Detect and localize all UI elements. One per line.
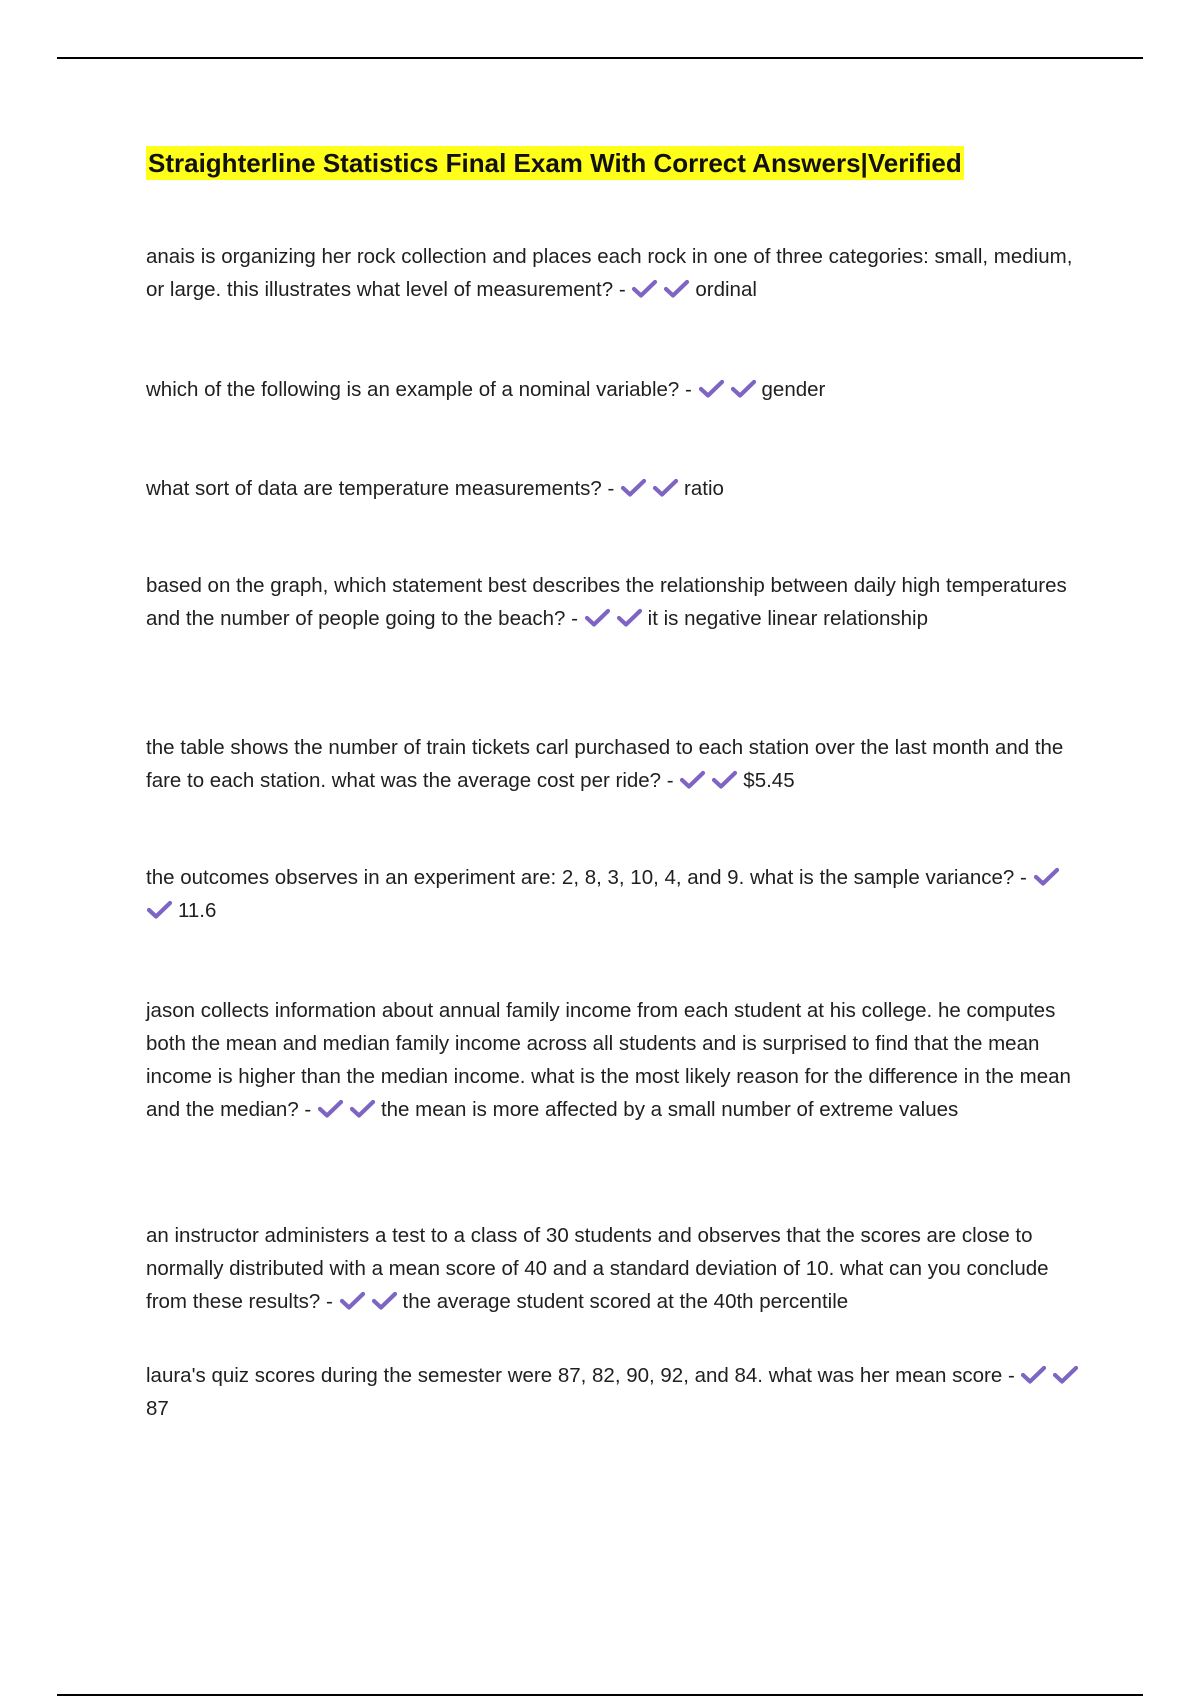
question-text: which of the following is an example of a nominal variable? <box>146 378 680 401</box>
qa-item <box>146 240 1086 306</box>
check-icon <box>652 478 679 498</box>
separator: - <box>1002 1364 1021 1387</box>
separator: - <box>679 378 698 401</box>
check-icon <box>1033 867 1060 887</box>
separator: - <box>1014 866 1033 889</box>
qa-item <box>146 861 1086 927</box>
check-icon <box>663 279 690 299</box>
separator: - <box>661 769 680 792</box>
qa-item <box>146 472 1086 505</box>
answer-text: ratio <box>684 477 724 500</box>
check-icon <box>711 770 738 790</box>
answer-text: the average student scored at the 40th percentile <box>402 1290 849 1313</box>
check-icon <box>730 379 757 399</box>
qa-item <box>146 994 1086 1126</box>
check-icon <box>631 279 658 299</box>
separator: - <box>601 477 621 500</box>
check-icon <box>620 478 647 498</box>
check-icon <box>584 608 611 628</box>
question-text: based on the graph, which statement best describes the relationship between daily high temperatures and the number of people going to the beach? <box>146 574 1067 630</box>
check-icon <box>371 1291 398 1311</box>
check-icon <box>146 900 173 920</box>
answer-text: ordinal <box>695 278 757 301</box>
qa-item <box>146 731 1086 797</box>
check-icon <box>1052 1365 1079 1385</box>
check-icon <box>339 1291 366 1311</box>
check-icon <box>679 770 706 790</box>
qa-item <box>146 373 1086 406</box>
question-text: the outcomes observes in an experiment are: 2, 8, 3, 10, 4, and 9. what is the sample variance? <box>146 866 1015 889</box>
check-icon <box>616 608 643 628</box>
question-text: what sort of data are temperature measurements? <box>146 477 602 500</box>
answer-text: it is negative linear relationship <box>647 607 928 630</box>
check-icon <box>1020 1365 1047 1385</box>
qa-item <box>146 1219 1086 1318</box>
answer-text: $5.45 <box>743 769 795 792</box>
separator: - <box>320 1290 339 1313</box>
page-title: Straighterline Statistics Final Exam With Correct Answers|Verified <box>148 148 962 178</box>
qa-item <box>146 569 1086 635</box>
question-text: laura's quiz scores during the semester were 87, 82, 90, 92, and 84. what was her mean score <box>146 1364 1003 1387</box>
bottom-rule <box>57 1694 1143 1696</box>
separator: - <box>565 607 584 630</box>
document-body <box>146 146 1086 1420</box>
question-text: jason collects information about annual family income from each student at his college. he computes both the mean and median family income across all students and is surprised to find that the mean income is higher than the median income. what is the most likely reason for the difference in the mean and the median? <box>146 999 1071 1121</box>
check-icon <box>698 379 725 399</box>
check-icon <box>349 1099 376 1119</box>
qa-item <box>146 1359 1086 1425</box>
separator: - <box>613 278 632 301</box>
answer-text: 87 <box>146 1397 169 1420</box>
question-text: anais is organizing her rock collection and places each rock in one of three categories: small, medium, or large. this illustrates what level of measurement? <box>146 245 1073 301</box>
question-text: the table shows the number of train tickets carl purchased to each station over the last month and the fare to each station. what was the average cost per ride? <box>146 736 1064 792</box>
answer-text: 11.6 <box>178 899 217 922</box>
check-icon <box>317 1099 344 1119</box>
separator: - <box>298 1098 317 1121</box>
answer-text: gender <box>761 378 826 401</box>
question-text: an instructor administers a test to a class of 30 students and observes that the scores are close to normally distributed with a mean score of 40 and a standard deviation of 10. what can you conclude from these results? <box>146 1224 1049 1313</box>
answer-text: the mean is more affected by a small number of extreme values <box>380 1098 959 1121</box>
top-rule <box>57 57 1143 59</box>
